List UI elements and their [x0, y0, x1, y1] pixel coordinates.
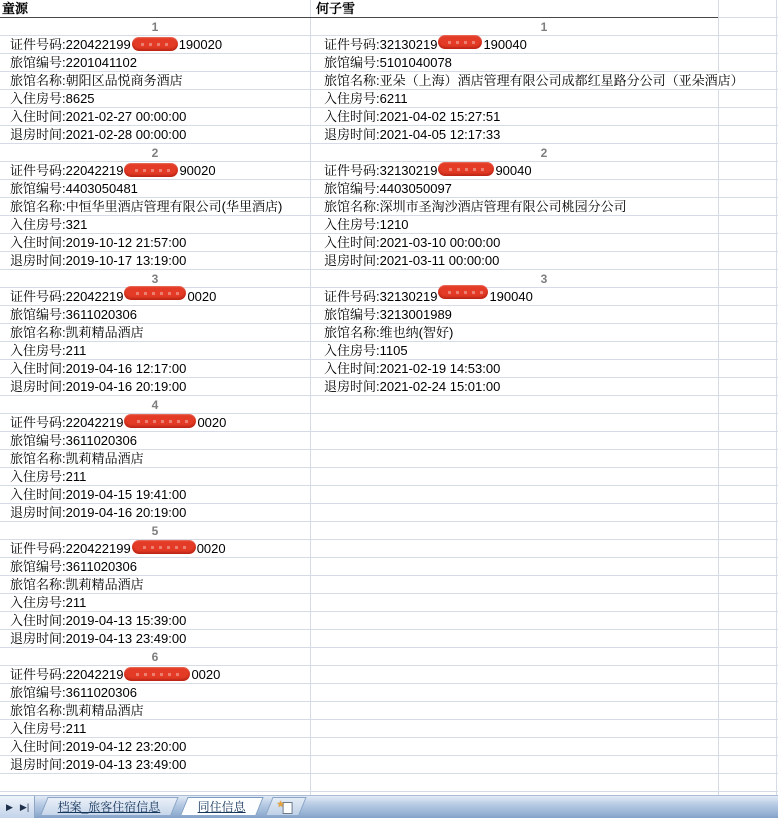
hotel-code-cell[interactable]: 旅馆编号:3611020306 — [10, 559, 137, 574]
checkin-time-cell[interactable]: 入住时间:2019-10-12 21:57:00 — [10, 235, 187, 250]
record-index-cell[interactable]: 1 — [540, 20, 548, 34]
room-number-cell[interactable]: 入住房号:211 — [10, 343, 87, 358]
hotel-name-cell[interactable]: 旅馆名称:中恒华里酒店管理有限公司(华里酒店) — [10, 199, 283, 214]
checkout-time-cell[interactable]: 退房时间:2021-02-28 00:00:00 — [10, 127, 187, 142]
checkout-time-cell[interactable]: 退房时间:2019-04-13 23:49:00 — [10, 757, 187, 772]
record-block — [310, 18, 778, 144]
hotel-code-cell[interactable]: 旅馆编号:3611020306 — [10, 685, 137, 700]
id-number-cell[interactable]: 证件号码:220422199 190020 — [10, 37, 223, 52]
checkin-time-cell[interactable]: 入住时间:2019-04-12 23:20:00 — [10, 739, 187, 754]
checkin-time-cell[interactable]: 入住时间:2021-02-19 14:53:00 — [324, 361, 501, 376]
redaction-mark — [124, 286, 186, 300]
hotel-code-cell[interactable]: 旅馆编号:3611020306 — [10, 433, 137, 448]
record-block — [310, 270, 778, 396]
id-number-cell[interactable]: 证件号码:32130219 90040 — [324, 163, 532, 178]
checkin-time-cell[interactable]: 入住时间:2021-02-27 00:00:00 — [10, 109, 187, 124]
person-name-header-left[interactable]: 童源 — [2, 1, 29, 16]
sheet-tab-bar — [0, 795, 778, 818]
redaction-mark — [124, 163, 178, 177]
hotel-code-cell[interactable]: 旅馆编号:4403050481 — [10, 181, 138, 196]
room-number-cell[interactable]: 入住房号:211 — [10, 595, 87, 610]
room-number-cell[interactable]: 入住房号:1210 — [324, 217, 409, 232]
record-block — [0, 18, 310, 144]
redaction-mark — [438, 285, 488, 299]
hotel-name-cell[interactable]: 旅馆名称:凯莉精品酒店 — [10, 703, 144, 718]
room-number-cell[interactable]: 入住房号:8625 — [10, 91, 95, 106]
hotel-name-cell[interactable]: 旅馆名称:凯莉精品酒店 — [10, 451, 144, 466]
sheet-nav-last-icon[interactable]: ▶| — [19, 802, 30, 812]
insert-worksheet-icon: ★ — [278, 800, 292, 814]
redaction-mark — [438, 162, 494, 176]
checkout-time-cell[interactable]: 退房时间:2021-03-11 00:00:00 — [324, 253, 500, 268]
record-block — [0, 144, 310, 270]
room-number-cell[interactable]: 入住房号:211 — [10, 721, 87, 736]
hotel-code-cell[interactable]: 旅馆编号:2201041102 — [10, 55, 137, 70]
checkout-time-cell[interactable]: 退房时间:2019-04-13 23:49:00 — [10, 631, 187, 646]
record-index-cell[interactable]: 2 — [540, 146, 548, 160]
hotel-name-cell[interactable]: 旅馆名称:亚朵（上海）酒店管理有限公司成都红星路分公司（亚朵酒店） — [324, 73, 744, 88]
id-number-cell[interactable]: 证件号码:22042219 0020 — [10, 667, 221, 682]
record-index-cell[interactable]: 6 — [151, 650, 159, 664]
checkin-time-cell[interactable]: 入住时间:2019-04-16 12:17:00 — [10, 361, 187, 376]
checkin-time-cell[interactable]: 入住时间:2019-04-15 19:41:00 — [10, 487, 187, 502]
record-block — [0, 270, 310, 396]
hotel-code-cell[interactable]: 旅馆编号:3213001989 — [324, 307, 452, 322]
id-number-cell[interactable]: 证件号码:32130219 190040 — [310, 288, 778, 306]
sheet-nav-buttons — [0, 796, 35, 818]
id-number-cell[interactable]: 证件号码:22042219 90020 — [10, 163, 216, 178]
sheet-nav-next-icon[interactable]: ▶ — [6, 802, 13, 812]
checkin-time-cell[interactable]: 入住时间:2021-04-02 15:27:51 — [324, 109, 501, 124]
hotel-code-cell[interactable]: 旅馆编号:4403050097 — [324, 181, 452, 196]
record-index-cell[interactable]: 1 — [151, 20, 159, 34]
room-number-cell[interactable]: 入住房号:1105 — [324, 343, 408, 358]
hotel-name-cell[interactable]: 旅馆名称:深圳市圣淘沙酒店管理有限公司桃园分公司 — [324, 199, 627, 214]
record-block — [0, 522, 310, 648]
checkout-time-cell[interactable]: 退房时间:2021-04-05 12:17:33 — [324, 127, 501, 142]
checkout-time-cell[interactable]: 退房时间:2019-04-16 20:19:00 — [10, 505, 187, 520]
checkout-time-cell[interactable]: 退房时间:2019-10-17 13:19:00 — [10, 253, 187, 268]
redaction-mark — [132, 540, 196, 554]
room-number-cell[interactable]: 入住房号:211 — [10, 469, 87, 484]
checkin-time-cell[interactable]: 入住时间:2021-03-10 00:00:00 — [324, 235, 501, 250]
room-number-cell[interactable]: 入住房号:6211 — [324, 91, 408, 106]
checkout-time-cell[interactable]: 退房时间:2021-02-24 15:01:00 — [324, 379, 501, 394]
id-number-cell[interactable]: 证件号码:22042219 0020 — [0, 288, 310, 306]
id-number-cell[interactable]: 证件号码:22042219 0020 — [10, 415, 227, 430]
room-number-cell[interactable]: 入住房号:321 — [10, 217, 88, 232]
record-index-cell[interactable]: 4 — [151, 398, 159, 412]
hotel-name-cell[interactable]: 旅馆名称:凯莉精品酒店 — [10, 577, 144, 592]
insert-worksheet-button[interactable] — [265, 797, 306, 815]
checkout-time-cell[interactable]: 退房时间:2019-04-16 20:19:00 — [10, 379, 187, 394]
hotel-name-cell[interactable]: 旅馆名称:朝阳区品悦商务酒店 — [10, 73, 183, 88]
record-block — [310, 144, 778, 270]
id-number-cell[interactable]: 证件号码:220422199 0020 — [10, 541, 226, 556]
hotel-name-cell[interactable]: 旅馆名称:凯莉精品酒店 — [10, 325, 144, 340]
redaction-mark — [132, 37, 178, 51]
record-index-cell[interactable]: 3 — [540, 272, 548, 286]
person-name-header-right[interactable]: 何子雪 — [316, 1, 356, 16]
record-block — [0, 396, 310, 522]
id-number-cell[interactable]: 证件号码:32130219 190040 — [310, 36, 778, 54]
tab-archive-guest-lodging-info[interactable]: 档案_旅客住宿信息 — [41, 797, 179, 815]
hotel-code-cell[interactable]: 旅馆编号:3611020306 — [10, 307, 137, 322]
redaction-mark — [124, 667, 190, 681]
checkin-time-cell[interactable]: 入住时间:2019-04-13 15:39:00 — [10, 613, 187, 628]
redaction-mark — [438, 35, 482, 49]
record-block — [0, 648, 310, 774]
header-bottom-border — [0, 17, 718, 18]
redaction-mark — [124, 414, 196, 428]
record-index-cell[interactable]: 2 — [151, 146, 159, 160]
record-index-cell[interactable]: 5 — [151, 524, 159, 538]
hotel-name-cell[interactable]: 旅馆名称:维也纳(智好) — [324, 325, 454, 340]
hotel-code-cell[interactable]: 旅馆编号:5101040078 — [324, 55, 452, 70]
record-index-cell[interactable]: 3 — [151, 272, 159, 286]
tab-cohabitation-info[interactable]: 同住信息 — [180, 797, 263, 815]
